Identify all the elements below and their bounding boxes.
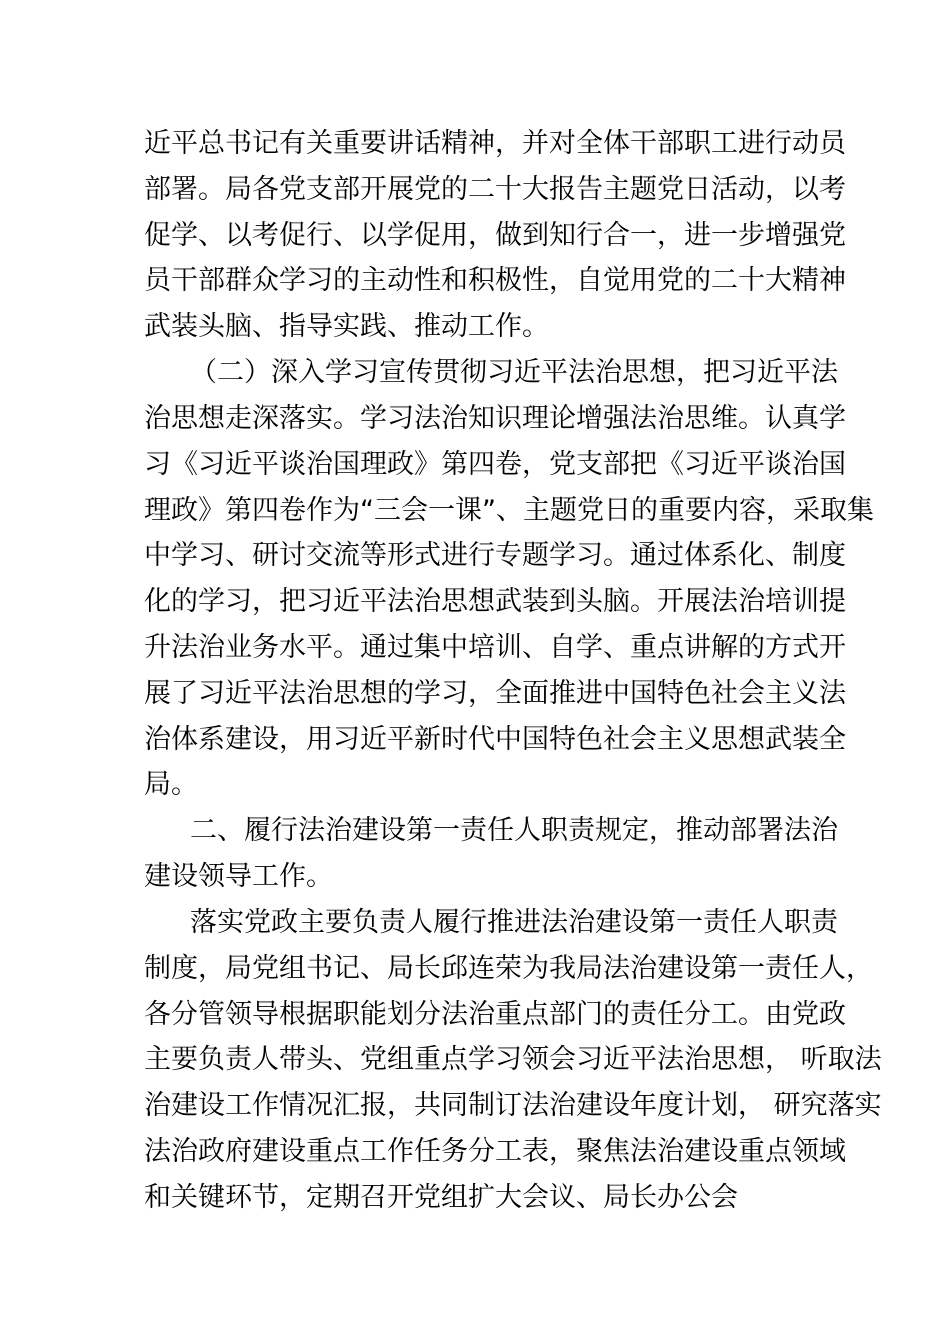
text-line: 习《习近平谈治国理政》第四卷，党支部把《习近平谈治国	[144, 449, 846, 480]
text-line: 治体系建设，用习近平新时代中国特色社会主义思想武装全	[144, 724, 846, 755]
section-heading: 二、履行法治建设第一责任人职责规定，推动部署法治	[190, 815, 838, 846]
text-line: 和关键环节，定期召开党组扩大会议、局长办公会	[144, 1182, 738, 1213]
text-line: 局。	[144, 769, 198, 800]
text-line: 法治政府建设重点工作任务分工表，聚焦法治建设重点领域	[144, 1136, 846, 1167]
text-line: 促学、以考促行、以学促用，做到知行合一，进一步增强党	[144, 220, 846, 251]
text-line: 中学习、研讨交流等形式进行专题学习。通过体系化、制度	[144, 540, 846, 571]
text-line: 近平总书记有关重要讲话精神，并对全体干部职工进行动员	[144, 128, 846, 159]
text-line: 武装头脑、指导实践、推动工作。	[144, 311, 549, 342]
text-line: 制度，局党组书记、局长邱连荣为我局法治建设第一责任人，	[144, 953, 873, 984]
text-line: 治建设工作情况汇报，共同制订法治建设年度计划， 研究落实	[144, 1090, 882, 1121]
text-line: 各分管领导根据职能划分法治重点部门的责任分工。由党政	[144, 999, 846, 1030]
section-heading: （二）深入学习宣传贯彻习近平法治思想，把习近平法	[190, 357, 838, 388]
text-line: 部署。局各党支部开展党的二十大报告主题党日活动，以考	[144, 174, 846, 205]
text-line: 升法治业务水平。通过集中培训、自学、重点讲解的方式开	[144, 632, 846, 663]
text-line: 展了习近平法治思想的学习，全面推进中国特色社会主义法	[144, 678, 846, 709]
text-line: 治思想走深落实。学习法治知识理论增强法治思维。认真学	[144, 403, 846, 434]
text-line: 员干部群众学习的主动性和积极性，自觉用党的二十大精神	[144, 265, 846, 296]
text-line: 化的学习，把习近平法治思想武装到头脑。开展法治培训提	[144, 586, 846, 617]
text-line: 建设领导工作。	[144, 861, 333, 892]
text-line: 主要负责人带头、党组重点学习领会习近平法治思想， 听取法	[144, 1044, 882, 1075]
paragraph-start: 落实党政主要负责人履行推进法治建设第一责任人职责	[190, 907, 838, 938]
text-line: 理政》第四卷作为“三会一课”、主题党日的重要内容，采取集	[144, 495, 874, 526]
